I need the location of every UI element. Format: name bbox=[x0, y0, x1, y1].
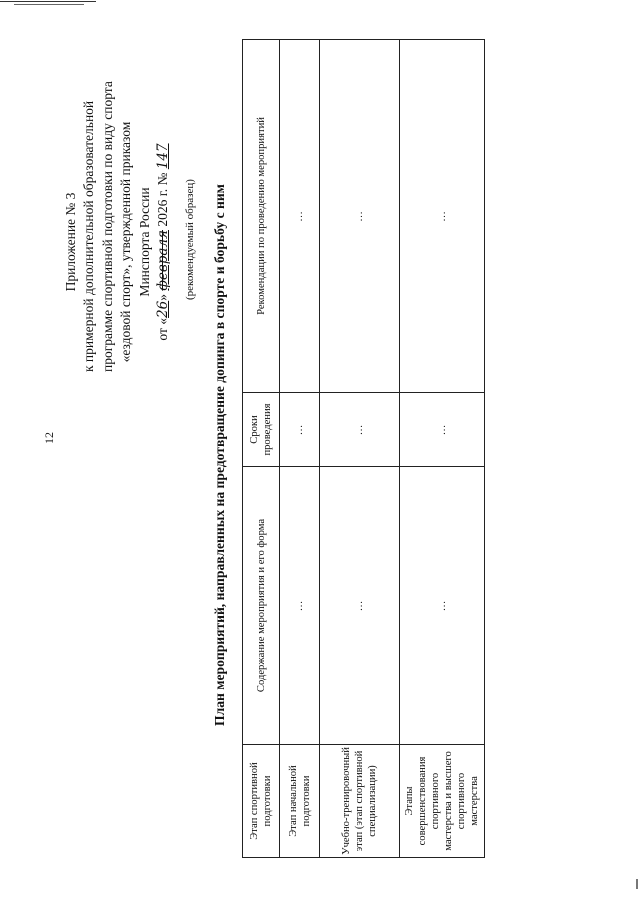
handwritten-order-number: 147 bbox=[155, 143, 172, 170]
header-term: Сроки проведения bbox=[243, 393, 280, 467]
table-row bbox=[400, 40, 485, 858]
stage-cell: Этап начальной подготовки bbox=[280, 745, 320, 858]
recommendations-cell: … bbox=[280, 40, 320, 393]
handwritten-month: февраля bbox=[155, 230, 172, 291]
plan-title: План мероприятий, направленных на предотвращение допинга в спорте и борьбу с ним bbox=[212, 184, 227, 726]
scan-edge-line bbox=[0, 1, 96, 2]
header-recommendations: Рекомендации по проведению мероприятий bbox=[243, 40, 280, 393]
term-cell: … bbox=[400, 393, 485, 467]
content-cell: … bbox=[400, 467, 485, 745]
recommendations-cell: … bbox=[320, 40, 400, 393]
appendix-line: к примерной дополнительной образовательной bbox=[81, 100, 97, 372]
term-cell: … bbox=[280, 393, 320, 467]
date-year: 2026 г. № bbox=[155, 169, 171, 230]
date-prefix: от « bbox=[155, 317, 171, 341]
appendix-line: «ездовой спорт», утвержденной приказом bbox=[118, 121, 134, 363]
date-quote: » bbox=[155, 294, 171, 301]
table-row bbox=[280, 40, 320, 858]
measures-table-container bbox=[242, 40, 483, 858]
header-content: Содержание мероприятия и его форма bbox=[243, 467, 280, 745]
order-date-line bbox=[154, 112, 172, 372]
appendix-title: Приложение № 3 bbox=[63, 192, 78, 292]
appendix-block bbox=[62, 81, 172, 372]
handwritten-day: 26 bbox=[155, 300, 172, 318]
sample-note: (рекомендуемый образец) bbox=[184, 179, 196, 300]
page-number: 12 bbox=[42, 432, 56, 444]
recommendations-cell: … bbox=[400, 40, 485, 393]
term-cell: … bbox=[320, 393, 400, 467]
measures-table bbox=[242, 39, 485, 858]
table-header-row bbox=[243, 40, 280, 858]
stage-cell: Учебно-тренировочный этап (этап спортивной специализации) bbox=[320, 745, 400, 858]
content-cell: … bbox=[280, 467, 320, 745]
table-row bbox=[320, 40, 400, 858]
scan-mark bbox=[636, 879, 638, 889]
appendix-line: Минспорта России bbox=[136, 187, 152, 297]
content-cell: … bbox=[320, 467, 400, 745]
appendix-line: программе спортивной подготовки по виду спорта bbox=[99, 81, 115, 372]
stage-cell: Этапы совершенствования спортивного мастерства и высшего спортивного мастерства bbox=[400, 745, 485, 858]
header-stage: Этап спортивной подготовки bbox=[243, 745, 280, 858]
scan-edge-line bbox=[14, 4, 84, 5]
